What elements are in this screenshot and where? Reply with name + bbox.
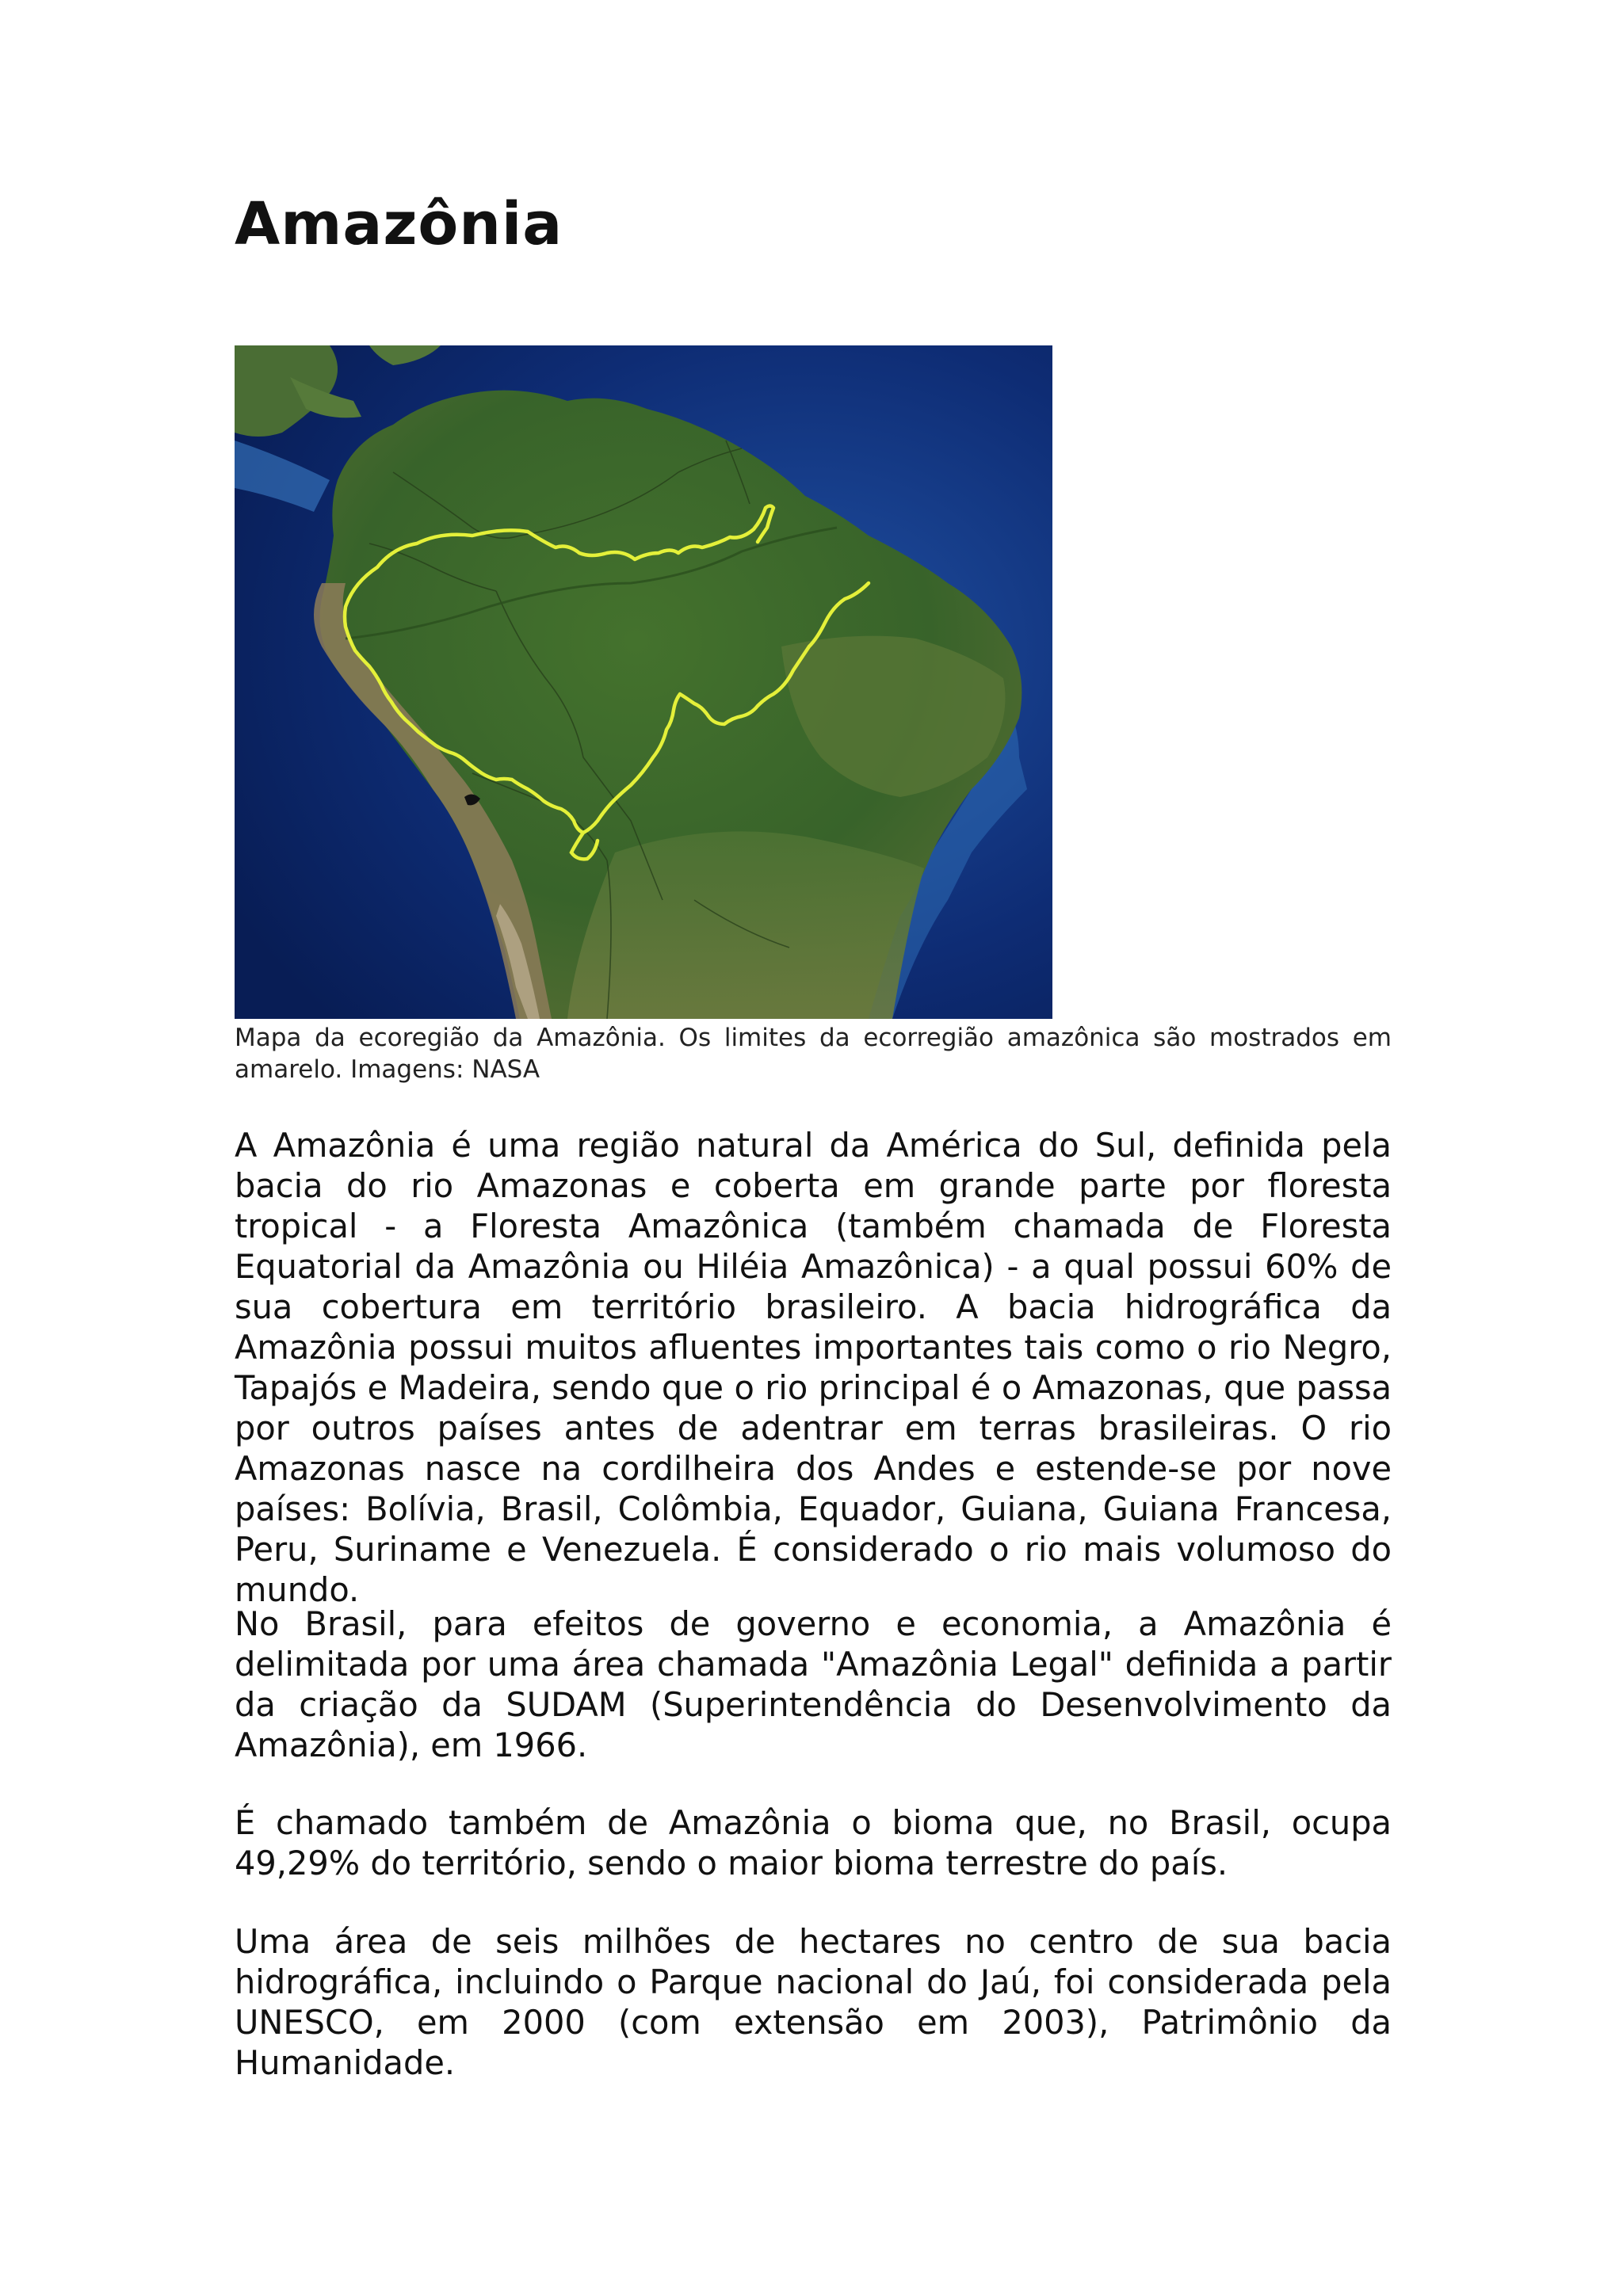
paragraph-3: É chamado também de Amazônia o bioma que, no Brasil, ocupa 49,29% do território, sendo o maior bioma terrestre do país.: [235, 1803, 1392, 1882]
paragraph-2: No Brasil, para efeitos de governo e economia, a Amazônia é delimitada por uma área chamada "Amazônia Legal" definida a partir da criação da SUDAM (Superintendência do Desenvolvimento da Amazônia), em 1966.: [235, 1604, 1392, 1764]
paragraph-4: Uma área de seis milhões de hectares no centro de sua bacia hidrográfica, incluindo o Parque nacional do Jaú, foi considerada pela UNESCO, em 2000 (com extensão em 2003), Patrimônio da Humanidade.: [235, 1922, 1392, 2082]
map-caption: Mapa da ecoregião da Amazônia. Os limites da ecorregião amazônica são mostrados em amarelo. Imagens: NASA: [235, 1024, 1392, 1084]
satellite-map-image: [235, 345, 1052, 1019]
amazon-ecoregion-map: [235, 345, 1052, 1019]
page-title: Amazônia: [235, 190, 563, 258]
paragraph-1: A Amazônia é uma região natural da América do Sul, definida pela bacia do rio Amazonas e coberta em grande parte por floresta tropical - a Floresta Amazônica (também chamada de Floresta Equatorial da Amazônia ou Hiléia Amazônica) - a qual possui 60% de sua cobertura em território brasileiro. A bacia hidrográfica da Amazônia possui muitos afluentes importantes tais como o rio Negro, Tapajós e Madeira, sendo que o rio principal é o Amazonas, que passa por outros países antes de adentrar em terras brasileiras. O rio Amazonas nasce na cordilheira dos Andes e estende-se por nove países: Bolívia, Brasil, Colômbia, Equador, Guiana, Guiana Francesa, Peru, Suriname e Venezuela. É considerado o rio mais volumoso do mundo.: [235, 1126, 1392, 1609]
